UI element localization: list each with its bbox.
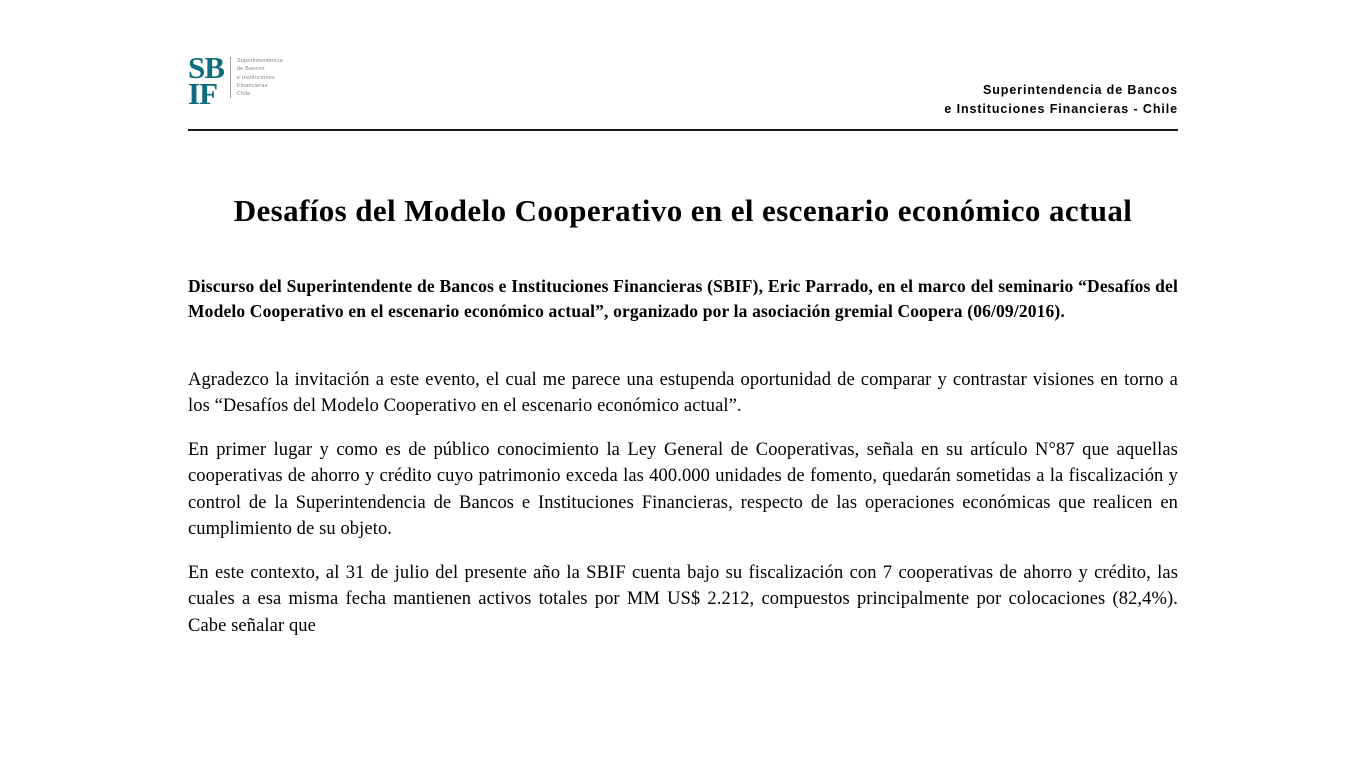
header-institution-name — [944, 55, 1178, 120]
document-paragraph-1: Agradezco la invitación a este evento, el cual me parece una estupenda oportunidad de comparar y contrastar visiones en torno a los “Desafíos del Modelo Cooperativo en el escenario económico actual”. — [188, 369, 1178, 416]
sbif-logo-word-0: Superintendencia — [236, 58, 283, 64]
header-institution-name-line1: Superintendencia de Bancos — [983, 83, 1178, 97]
sbif-logo-word-4: Chile — [236, 91, 251, 97]
document-paragraph-2: En primer lugar y como es de público conocimiento la Ley General de Cooperativas, señala en su artículo N°87 que aquellas cooperativas de ahorro y crédito cuyo patrimonio exceda las 400.000 unidades de fomento, quedarán sometidas a la fiscalización y control de la Superintendencia de Bancos e Instituciones Financieras, respecto de las operaciones económicas que realicen en cumplimiento de su objeto. — [188, 440, 1178, 539]
sbif-logo-mark-line1: SB — [188, 50, 224, 85]
sbif-logo-wordmark — [230, 57, 283, 98]
document-paragraph-3: En este contexto, al 31 de julio del presente año la SBIF cuenta bajo su fiscalización con 7 cooperativas de ahorro y crédito, las cuales a esa misma fecha mantienen activos totales por MM US$ 2.212, compuestos principalmente por colocaciones (82,4%). Cabe señalar que — [188, 563, 1178, 636]
document-header — [188, 50, 1178, 131]
sbif-logo — [188, 50, 283, 112]
page-title: Desafíos del Modelo Cooperativo en el escenario económico actual — [233, 193, 1133, 228]
sbif-logo-mark — [188, 50, 224, 112]
sbif-logo-word-1: de Bancos — [236, 66, 265, 73]
document-lead: Discurso del Superintendente de Bancos e Instituciones Financieras (SBIF), Eric Parrado, en el marco del seminario “Desafíos del Modelo Cooperativo en el escenario económico actual”, organizado por la asociación gremial Coopera (06/09/2016). — [188, 275, 1178, 322]
sbif-logo-mark-line2: IF — [188, 76, 217, 112]
document-body — [188, 190, 1178, 657]
sbif-logo-word-2: e Instituciones — [236, 74, 276, 81]
header-institution-name-line2: e Instituciones Financieras - Chile — [944, 102, 1178, 117]
sbif-logo-word-3: Financieras — [236, 82, 268, 89]
